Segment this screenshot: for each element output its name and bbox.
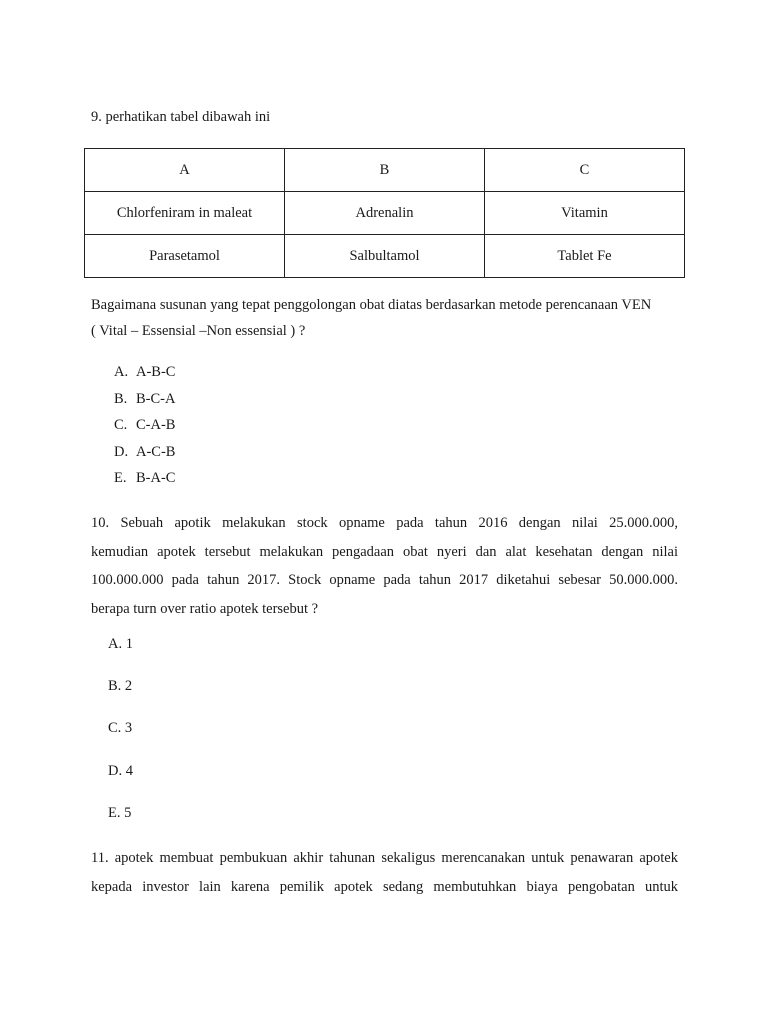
table-row: [85, 192, 685, 235]
table-row: [85, 235, 685, 278]
option-letter: D.: [114, 443, 129, 460]
question-10-line: berapa turn over ratio apotek tersebut ?: [91, 600, 319, 617]
table-header-row: [85, 149, 685, 192]
table-header-c: C: [485, 149, 685, 192]
table-header-b: B: [285, 149, 485, 192]
option-text: B-A-C: [136, 470, 176, 486]
option-item: A. 1: [108, 636, 133, 652]
option-item: D. 4: [108, 762, 133, 779]
question-11-line: 11. apotek membuat pembukuan akhir tahunan sekaligus merencanakan untuk penawaran apotek: [91, 850, 678, 866]
option-item: [114, 441, 175, 468]
question-10-line: 100.000.000 pada tahun 2017. Stock opname pada tahun 2017 diketahui sebesar 50.000.000.: [91, 572, 678, 588]
table-cell: Adrenalin: [285, 192, 485, 235]
option-text: B-C-A: [136, 390, 176, 407]
option-letter: B.: [114, 390, 128, 407]
option-text: A-B-C: [136, 364, 176, 380]
question-10-line: kemudian apotek tersebut melakukan pengadaan obat nyeri dan alat kesehatan dengan nilai: [91, 543, 678, 560]
option-item: [114, 388, 175, 415]
question-11-line: kepada investor lain karena pemilik apotek sedang membutuhkan biaya pengobatan untuk: [91, 878, 678, 895]
option-item: C. 3: [108, 720, 133, 737]
question-10-line: 10. Sebuah apotik melakukan stock opname pada tahun 2016 dengan nilai 25.000.000,: [91, 515, 678, 531]
question-10-text: [91, 509, 678, 623]
table-cell: Tablet Fe: [485, 235, 685, 278]
option-item: [114, 467, 175, 494]
option-item: [114, 361, 175, 388]
drug-classification-table: [84, 148, 685, 278]
question-9-line: ( Vital – Essensial –Non essensial ) ?: [91, 323, 306, 339]
question-10-options: [108, 633, 133, 844]
question-9-title: 9. perhatikan tabel dibawah ini: [91, 109, 271, 125]
option-item: [114, 414, 175, 441]
table-cell: Chlorfeniram in maleat: [85, 192, 285, 235]
question-11-text: [91, 844, 678, 901]
option-item: B. 2: [108, 678, 133, 695]
question-9-line: Bagaimana susunan yang tepat penggolongan obat diatas berdasarkan metode perencanaan VEN: [91, 297, 652, 313]
option-letter: E.: [114, 470, 127, 486]
option-text: C-A-B: [136, 417, 176, 433]
option-text: A-C-B: [136, 443, 176, 460]
question-9-options: [114, 361, 175, 494]
table-cell: Salbultamol: [285, 235, 485, 278]
table-cell: Parasetamol: [85, 235, 285, 278]
question-9-text: [91, 292, 687, 344]
option-item: E. 5: [108, 804, 132, 821]
table-cell: Vitamin: [485, 192, 685, 235]
table-header-a: A: [85, 149, 285, 192]
option-letter: A.: [114, 364, 129, 380]
option-letter: C.: [114, 417, 128, 433]
